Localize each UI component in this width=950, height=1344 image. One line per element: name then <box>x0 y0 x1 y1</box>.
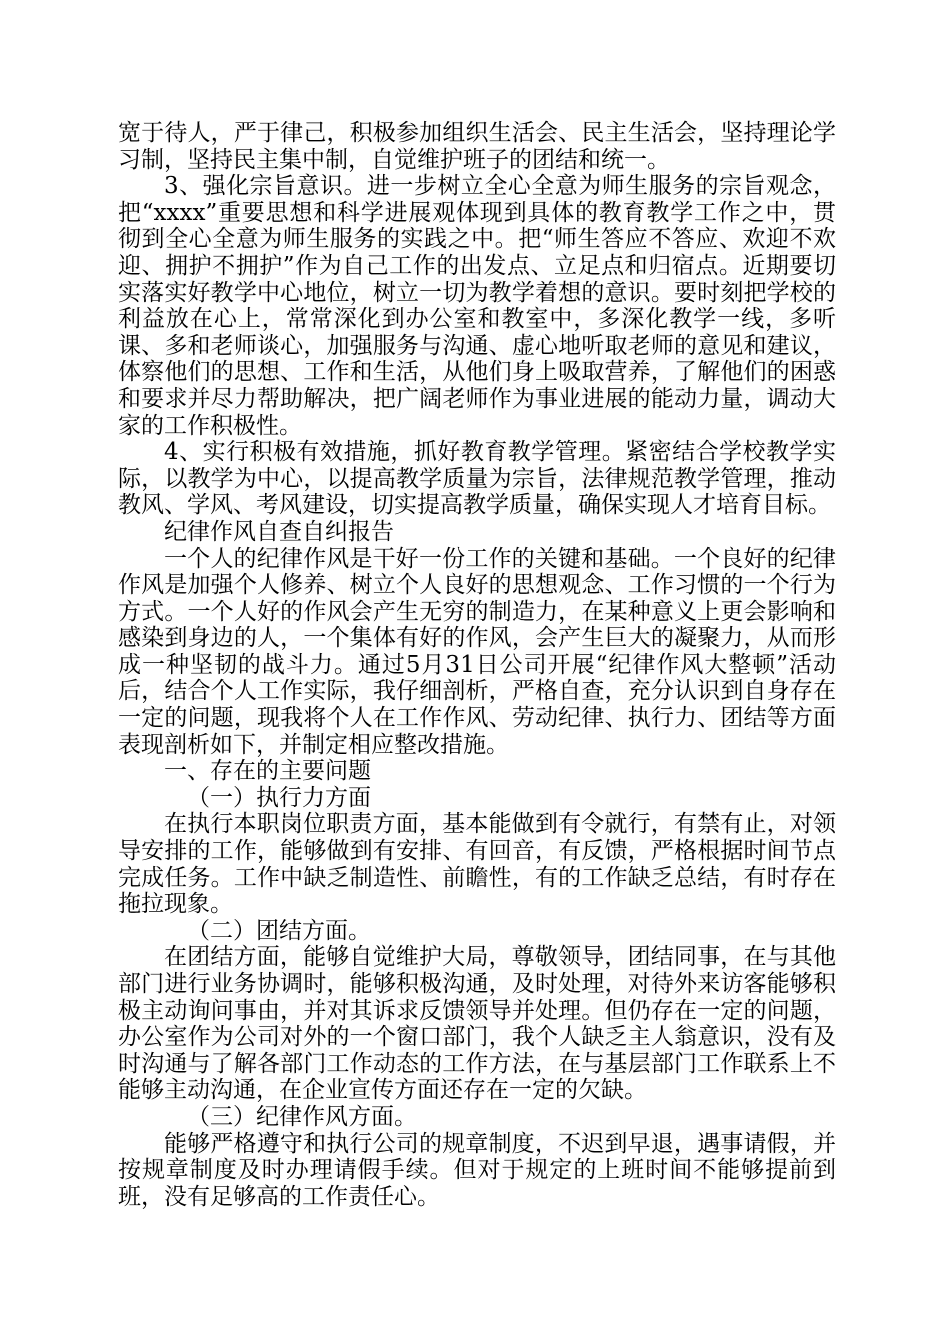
subheading-discipline: （三）纪律作风方面。 <box>187 1103 417 1130</box>
paragraph-execution: 在执行本职岗位职责方面，基本能做到有令就行，有禁有止，对领导安排的工作，能够做到有安排、有回音，有反馈，严格根据时间节点完成任务。工作中缺乏制造性、前瞻性，有的工作缺乏总结，有时存在拖拉现象。 <box>118 811 836 918</box>
paragraph-unity: 在团结方面，能够自觉维护大局，尊敬领导，团结同事，在与其他部门进行业务协调时，能够积极沟通，及时处理，对待外来访客能够积极主动询问事由，并对其诉求反馈领导并处理。但仍存在一定的问题，办公室作为公司对外的一个窗口部门，我个人缺乏主人翁意识，没有及时沟通与了解各部门工作动态的工作方法，在与基层部门工作联系上不能够主动沟通，在企业宣传方面还存在一定的欠缺。 <box>118 944 836 1104</box>
report-title: 纪律作风自查自纠报告 <box>164 518 394 545</box>
document-page <box>118 120 836 1210</box>
paragraph-item-3: 3、强化宗旨意识。进一步树立全心全意为师生服务的宗旨观念，把“xxxx”重要思想和科学进展观体现到具体的教育教学工作之中，贯彻到全心全意为师生服务的实践之中。把“师生答应不答应、欢迎不欢迎、拥护不拥护”作为自己工作的出发点、立足点和归宿点。近期要切实落实好教学中心地位，树立一切为教学着想的意识。要时刻把学校的利益放在心上，常常深化到办公室和教室中，多深化教学一线，多听课、多和老师谈心，加强服务与沟通、虚心地听取老师的意见和建议，体察他们的思想、工作和生活，从他们身上吸取营养，了解他们的困惑和要求并尽力帮助解决，把广阔老师作为事业进展的能动力量，调动大家的工作积极性。 <box>118 173 836 439</box>
subheading-unity: （二）团结方面。 <box>187 917 371 944</box>
section-heading-main-problems: 一、存在的主要问题 <box>164 758 371 785</box>
paragraph-discipline: 能够严格遵守和执行公司的规章制度，不迟到早退，遇事请假，并按规章制度及时办理请假手续。但对于规定的上班时间不能够提前到班，没有足够高的工作责任心。 <box>118 1130 836 1210</box>
paragraph-item-4: 4、实行积极有效措施，抓好教育教学管理。紧密结合学校教学实际，以教学为中心，以提高教学质量为宗旨，法律规范教学管理，推动教风、学风、考风建设，切实提高教学质量，确保实现人才培育目标。 <box>118 439 836 519</box>
paragraph-intro: 一个人的纪律作风是干好一份工作的关键和基础。一个良好的纪律作风是加强个人修养、树立个人良好的思想观念、工作习惯的一个行为方式。一个人好的作风会产生无穷的制造力，在某种意义上更会影响和感染到身边的人，一个集体有好的作风，会产生巨大的凝聚力，从而形成一种坚韧的战斗力。通过5月31日公司开展“纪律作风大整顿”活动后，结合个人工作实际，我仔细剖析，严格自查，充分认识到自身存在一定的问题，现我将个人在工作作风、劳动纪律、执行力、团结等方面表现剖析如下，并制定相应整改措施。 <box>118 545 836 758</box>
paragraph-continuation: 宽于待人，严于律己，积极参加组织生活会、民主生活会，坚持理论学习制，坚持民主集中制，自觉维护班子的团结和统一。 <box>118 120 836 173</box>
subheading-execution: （一）执行力方面 <box>187 784 371 811</box>
